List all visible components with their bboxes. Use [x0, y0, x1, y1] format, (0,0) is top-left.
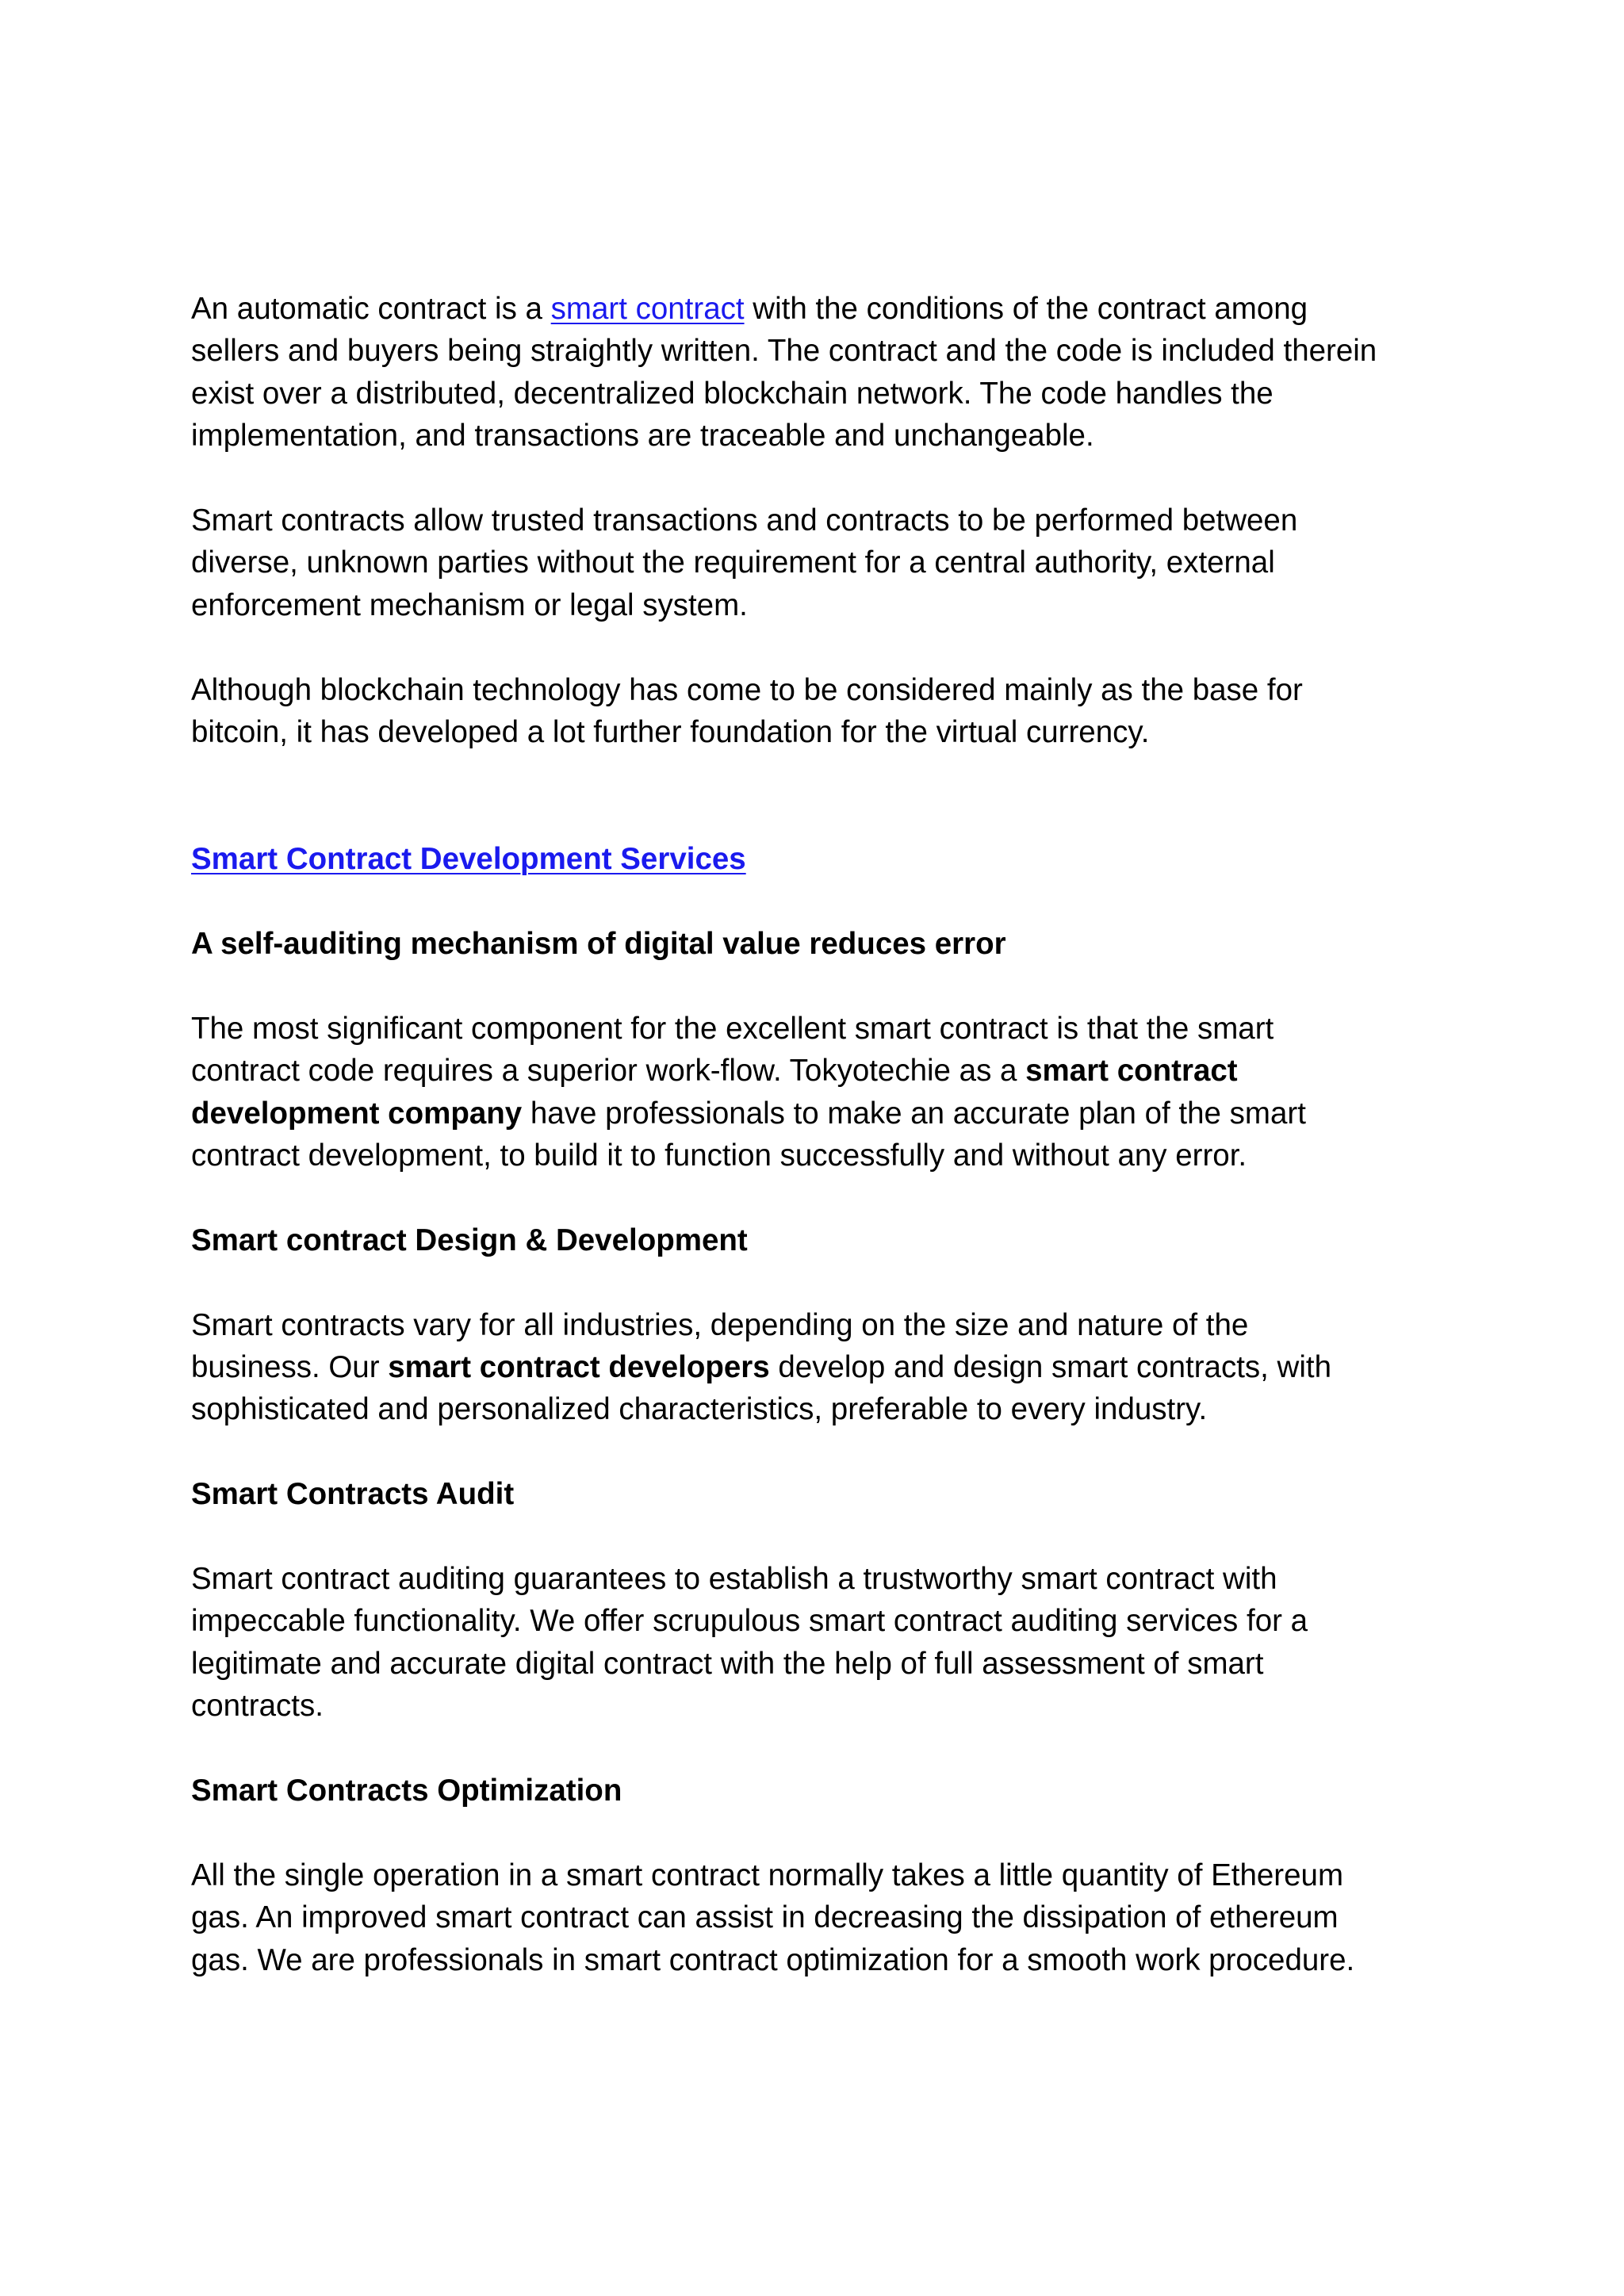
text-segment: have professionals to make an accurate plan of the smart	[522, 1096, 1306, 1131]
section-heading-design-development: Smart contract Design & Development	[191, 1223, 748, 1257]
intro-paragraph-3	[191, 669, 1460, 754]
section-heading-self-auditing: A self-auditing mechanism of digital value reduces error	[191, 927, 1006, 962]
text-line: legitimate and accurate digital contract with the help of full assessment of smart	[191, 1646, 1264, 1681]
paragraph-spacer	[191, 1431, 1460, 1473]
text-line: Although blockchain technology has come to be considered mainly as the base for	[191, 672, 1303, 707]
text-line: exist over a distributed, decentralized blockchain network. The code handles the	[191, 376, 1274, 411]
section-heading-audit: Smart Contracts Audit	[191, 1477, 515, 1512]
text-line	[191, 288, 1460, 330]
section-body-design-development	[191, 1304, 1460, 1431]
text-line: All the single operation in a smart contract normally takes a little quantity of Ethereum	[191, 1858, 1344, 1892]
paragraph-spacer	[191, 965, 1460, 1007]
paragraph-spacer	[191, 1516, 1460, 1558]
bold-text: smart contract	[1025, 1054, 1238, 1089]
bold-text: smart contract developers	[388, 1350, 770, 1385]
intro-paragraph-1	[191, 288, 1460, 457]
text-line: bitcoin, it has developed a lot further foundation for the virtual currency.	[191, 715, 1150, 750]
text-line: sophisticated and personalized characteristics, preferable to every industry.	[191, 1392, 1208, 1427]
text-line: Smart contracts allow trusted transactions and contracts to be performed between	[191, 503, 1298, 538]
services-heading	[191, 838, 1460, 880]
text-line: Smart contracts vary for all industries, depending on the size and nature of the	[191, 1307, 1249, 1342]
paragraph-spacer	[191, 457, 1460, 499]
paragraph-spacer	[191, 1812, 1460, 1854]
paragraph-spacer	[191, 881, 1460, 923]
text-line: enforcement mechanism or legal system.	[191, 587, 748, 622]
bold-text: development company	[191, 1096, 523, 1131]
text-line: gas. We are professionals in smart contract optimization for a smooth work procedure.	[191, 1942, 1355, 1977]
text-line: sellers and buyers being straightly written. The contract and the code is included therein	[191, 334, 1377, 369]
text-segment: contract code requires a superior work-flow. Tokyotechie as a	[191, 1054, 1026, 1089]
paragraph-spacer	[191, 1728, 1460, 1770]
text-line	[191, 1050, 1460, 1092]
text-line: contract development, to build it to function successfully and without any error.	[191, 1138, 1247, 1173]
text-line: gas. An improved smart contract can assist in decreasing the dissipation of ethereum	[191, 1900, 1339, 1935]
intro-paragraph-2	[191, 499, 1460, 626]
text-segment: with the conditions of the contract among	[744, 292, 1308, 326]
text-line	[191, 1346, 1460, 1388]
paragraph-spacer	[191, 626, 1460, 668]
text-line: diverse, unknown parties without the requirement for a central authority, external	[191, 545, 1275, 580]
section-spacer	[191, 753, 1460, 838]
section-body-optimization	[191, 1854, 1460, 1981]
section-body-self-auditing	[191, 1008, 1460, 1177]
section-heading-optimization: Smart Contracts Optimization	[191, 1774, 622, 1808]
text-line	[191, 1093, 1460, 1135]
section-body-audit	[191, 1558, 1460, 1728]
smart-contract-link[interactable]: smart contract	[550, 292, 745, 326]
text-line: The most significant component for the excellent smart contract is that the smart	[191, 1011, 1274, 1046]
text-segment: business. Our	[191, 1350, 389, 1385]
paragraph-spacer	[191, 1177, 1460, 1219]
text-line: impeccable functionality. We offer scrupulous smart contract auditing services for a	[191, 1604, 1308, 1639]
text-line: Smart contract auditing guarantees to establish a trustworthy smart contract with	[191, 1562, 1277, 1597]
text-segment: An automatic contract is a	[191, 292, 551, 326]
text-line: implementation, and transactions are traceable and unchangeable.	[191, 419, 1094, 453]
paragraph-spacer	[191, 1261, 1460, 1303]
smart-contract-development-services-link[interactable]: Smart Contract Development Services	[191, 842, 746, 877]
text-line: contracts.	[191, 1689, 324, 1724]
document-page	[191, 288, 1460, 1981]
text-segment: develop and design smart contracts, with	[769, 1350, 1332, 1385]
